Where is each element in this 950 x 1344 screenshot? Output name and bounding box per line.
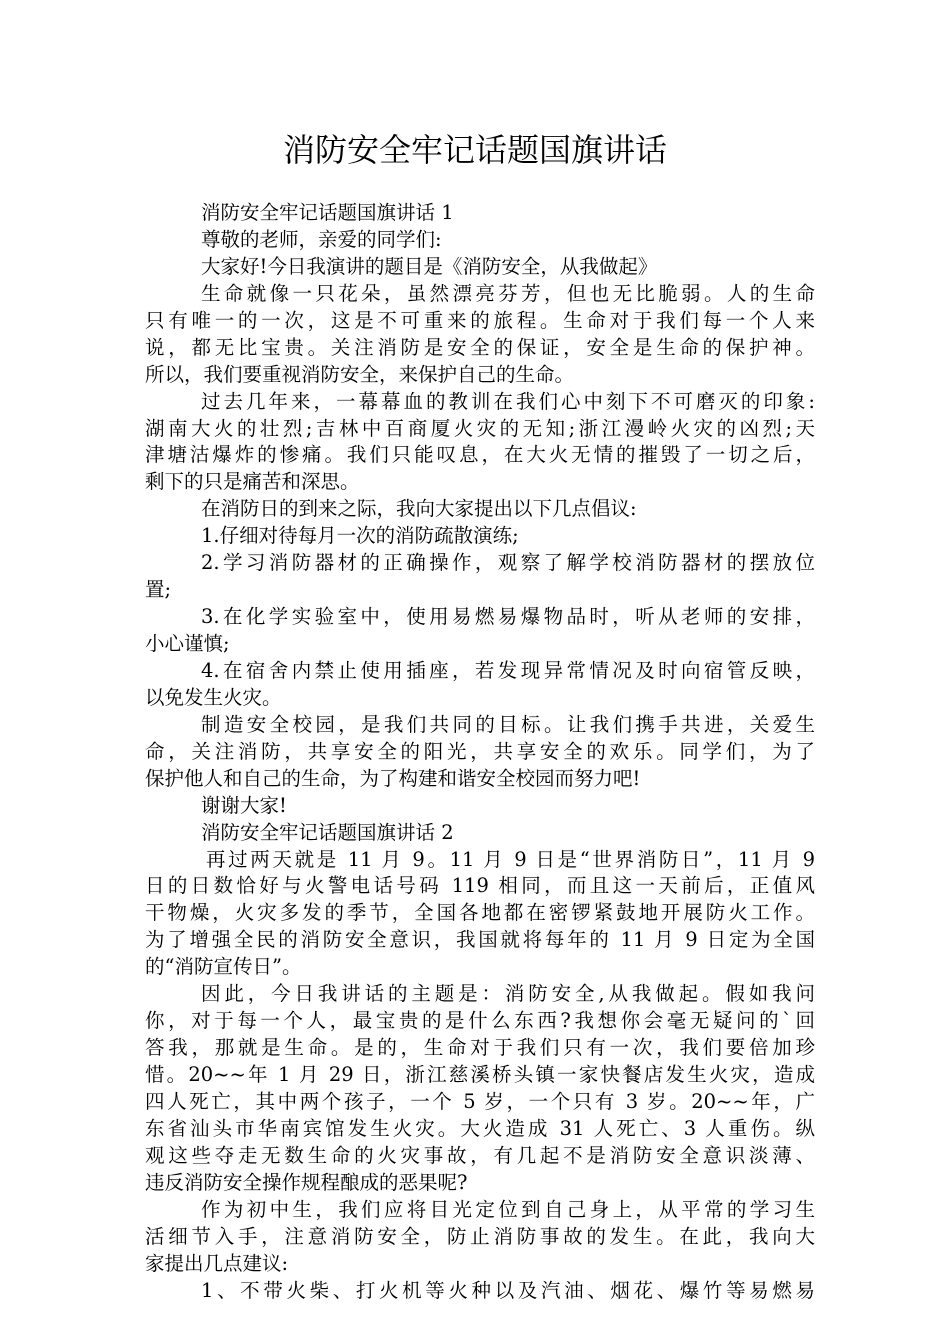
paragraph-line: 惜。20~~年 1 月 29 日，浙江慈溪桥头镇一家快餐店发生火灾，造成: [145, 1063, 815, 1086]
paragraph-line: 再过两天就是 11 月 9。11 月 9 日是“世界消防日”，11 月 9: [206, 847, 815, 871]
list-item: 置;: [145, 578, 172, 602]
paragraph-line: 日的日数恰好与火警电话号码 119 相同，而且这一天前后，正值风: [145, 874, 815, 898]
document-title: 消防安全牢记话题国旗讲话: [282, 131, 667, 169]
paragraph-line: 说，都无比宝贵。关注消防是安全的保证，安全是生命的保护神。: [145, 335, 815, 359]
list-item: 小心谨慎;: [145, 632, 230, 655]
paragraph-line: 你，对于每一个人，最宝贵的是什么东西?我想你会毫无疑问的`回: [145, 1009, 815, 1033]
paragraph-line: 干物燥，火灾多发的季节，全国各地都在密锣紧鼓地开展防火工作。: [145, 901, 815, 925]
section-heading: 消防安全牢记话题国旗讲话 1: [201, 201, 454, 224]
paragraph-line: 四人死亡，其中两个孩子，一个 5 岁，一个只有 3 岁。20~~年，广: [145, 1089, 815, 1113]
paragraph-line: 保护他人和自己的生命，为了构建和谐安全校园而努力吧!: [145, 766, 641, 790]
paragraph-line: 东省汕头市华南宾馆发生火灾。大火造成 31 人死亡、3 人重伤。纵: [145, 1116, 815, 1140]
document-body: [145, 200, 815, 1304]
paragraph-line: 只有唯一的一次，这是不可重来的旅程。生命对于我们每一个人来: [145, 308, 815, 332]
closing-line: 谢谢大家!: [201, 793, 287, 817]
paragraph-line: 剩下的只是痛苦和深思。: [145, 470, 360, 494]
list-item: 4.在宿舍内禁止使用插座，若发现异常情况及时向宿管反映，: [201, 658, 815, 682]
paragraph-line: 的“消防宣传日”。: [145, 955, 302, 979]
paragraph-line: 津塘沽爆炸的惨痛。我们只能叹息，在大火无情的摧毁了一切之后，: [145, 443, 815, 467]
paragraph-line: 所以，我们要重视消防安全，来保护自己的生命。: [145, 362, 575, 386]
paragraph-line: 制造安全校园，是我们共同的目标。让我们携手共进，关爱生: [201, 712, 815, 736]
paragraph-line: 答我，那就是生命。是的，生命对于我们只有一次，我们要倍加珍: [145, 1036, 815, 1060]
paragraph-line: 过去几年来，一幕幕血的教训在我们心中刻下不可磨灭的印象:: [201, 389, 815, 413]
paragraph-line: 命，关注消防，共享安全的阳光，共享安全的欢乐。同学们，为了: [145, 739, 815, 763]
paragraph-line: 为了增强全民的消防安全意识，我国就将每年的 11 月 9 日定为全国: [145, 928, 815, 952]
paragraph-line: 观这些夺走无数生命的火灾事故，有几起不是消防安全意识淡薄、: [145, 1143, 815, 1167]
paragraph-line: 在消防日的到来之际，我向大家提出以下几点倡议:: [201, 497, 637, 521]
list-item: 3.在化学实验室中，使用易燃易爆物品时，听从老师的安排，: [201, 605, 815, 629]
paragraph-line: 生命就像一只花朵，虽然漂亮芬芳，但也无比脆弱。人的生命: [201, 281, 815, 305]
paragraph-line: 大家好!今日我演讲的题目是《消防安全，从我做起》: [201, 254, 658, 278]
salutation: 尊敬的老师，亲爱的同学们:: [201, 227, 442, 251]
paragraph-line: 活细节入手，注意消防安全，防止消防事故的发生。在此，我向大: [145, 1224, 815, 1248]
paragraph-line: 湖南大火的壮烈;吉林中百商厦火灾的无知;浙江漫岭火灾的凶烈;天: [145, 416, 815, 440]
paragraph-line: 家提出几点建议:: [145, 1251, 289, 1275]
list-item: 2.学习消防器材的正确操作，观察了解学校消防器材的摆放位: [201, 551, 815, 575]
list-item: 以免发生火灾。: [145, 685, 282, 709]
paragraph-line: 违反消防安全操作规程酿成的恶果呢?: [145, 1170, 468, 1194]
paragraph-line: 因此，今日我讲话的主题是：消防安全,从我做起。假如我问: [201, 982, 815, 1006]
list-item: 1、不带火柴、打火机等火种以及汽油、烟花、爆竹等易燃易: [201, 1278, 815, 1302]
paragraph-line: 作为初中生，我们应将目光定位到自己身上，从平常的学习生: [201, 1197, 815, 1221]
section-heading: 消防安全牢记话题国旗讲话 2: [201, 820, 454, 844]
list-item: 1.仔细对待每月一次的消防疏散演练;: [201, 524, 519, 548]
